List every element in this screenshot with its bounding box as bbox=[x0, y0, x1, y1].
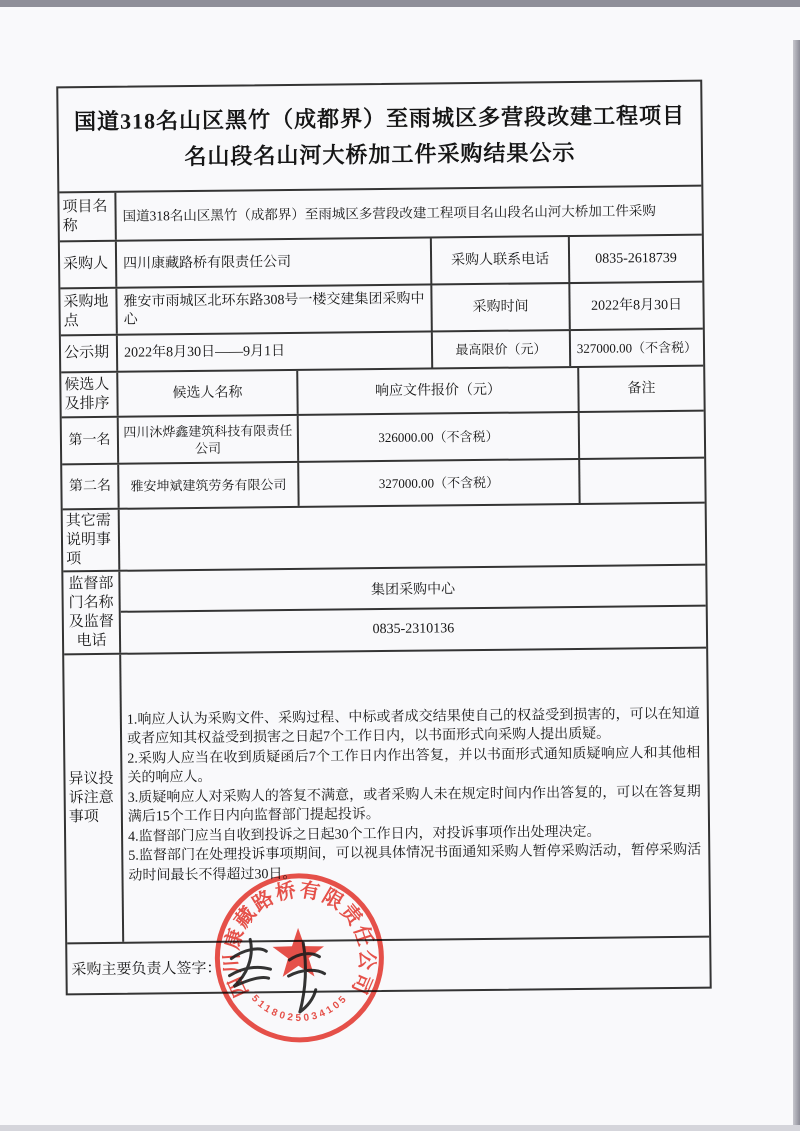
publicity-period-value: 2022年8月30日——9月1日 bbox=[118, 332, 433, 370]
title-row bbox=[58, 82, 701, 194]
candidate-rank: 第二名 bbox=[62, 465, 119, 509]
scan-edge-top bbox=[0, 0, 800, 7]
scan-edge-bottom bbox=[0, 1125, 800, 1131]
supervision-row bbox=[63, 566, 706, 656]
candidate-price: 327000.00（不含税） bbox=[299, 460, 580, 506]
candidates-header-row bbox=[61, 367, 703, 419]
objection-content bbox=[121, 649, 709, 942]
candidate-row-2 bbox=[62, 459, 704, 511]
document-area bbox=[56, 80, 712, 1025]
candidates-remark-header: 备注 bbox=[627, 380, 656, 396]
location-row bbox=[60, 283, 702, 337]
purchase-time-label: 采购时间 bbox=[432, 284, 570, 330]
objection-item: 4.监督部门应当自收到投诉之日起30个工作日内，对投诉事项作出处理决定。 bbox=[128, 824, 601, 845]
signature-label: 采购主要负责人签字： bbox=[71, 960, 222, 979]
page-title bbox=[58, 82, 701, 192]
project-name-row bbox=[59, 187, 701, 243]
location-label: 采购地点 bbox=[60, 289, 117, 335]
seal-company-text: 四川康藏路桥有限责任公司 bbox=[220, 879, 378, 1001]
seal-number-text: 5118025034105 bbox=[248, 992, 351, 1025]
page-title-line1: 国道318名山区黑竹（成都界）至雨城区多营段改建工程项目 bbox=[73, 102, 686, 134]
candidate-price: 326000.00（不含税） bbox=[299, 413, 580, 461]
candidates-rank-header: 候选人及排序 bbox=[61, 373, 118, 417]
candidate-name: 四川沐烨鑫建筑科技有限责任公司 bbox=[119, 416, 299, 463]
handwritten-signature bbox=[223, 929, 369, 1023]
other-notes-value bbox=[120, 504, 706, 570]
candidates-price-header: 响应文件报价（元） bbox=[298, 368, 579, 414]
objection-item: 1.响应人认为采购文件、采购过程、中标或者成交结果使自己的权益受到损害的，可以在知道或者应知其权益受到损害之日起7个工作日内，以书面形式向采购人提出质疑。 bbox=[126, 706, 700, 747]
purchase-time-value: 2022年8月30日 bbox=[590, 297, 683, 314]
other-notes-row bbox=[63, 504, 706, 573]
candidate-remark bbox=[580, 412, 704, 458]
objection-item: 3.质疑响应人对采购人的答复不满意，或者采购人未在规定时间内作出答复的，可以在答复期满后15个工作日内向监督部门提起投诉。 bbox=[127, 784, 701, 825]
page-title-line2: 名山段名山河大桥加工件采购结果公示 bbox=[184, 139, 576, 169]
supervision-phone: 0835-2310136 bbox=[372, 621, 455, 638]
max-price-value: 327000.00（不含税） bbox=[576, 339, 698, 356]
candidate-remark bbox=[580, 459, 704, 503]
objection-label: 异议投诉注意事项 bbox=[64, 655, 124, 943]
scan-edge-right bbox=[793, 40, 800, 1125]
location-value: 雅安市雨城区北环东路308号一楼交建集团采购中心 bbox=[117, 285, 432, 333]
publicity-period-label: 公示期 bbox=[61, 336, 118, 372]
supervision-label: 监督部门名称及监督电话 bbox=[63, 572, 121, 654]
purchaser-value: 四川康藏路桥有限责任公司 bbox=[117, 238, 432, 286]
candidates-name-header: 候选人名称 bbox=[118, 371, 298, 416]
purchaser-phone-label: 采购人联系电话 bbox=[432, 237, 570, 283]
supervision-department: 集团采购中心 bbox=[120, 566, 705, 613]
max-price-label: 最高限价（元） bbox=[433, 331, 571, 367]
other-notes-label: 其它需说明事项 bbox=[63, 510, 121, 571]
project-name-value: 国道318名山区黑竹（成都界）至雨城区多营段改建工程项目名山段名山河大桥加工件采购 bbox=[122, 202, 656, 224]
announcement-table bbox=[56, 80, 711, 996]
candidate-row-1 bbox=[62, 412, 704, 466]
supervision-content bbox=[120, 566, 706, 653]
purchaser-label: 采购人 bbox=[60, 242, 117, 288]
objection-item: 5.监督部门在处理投诉事项期间，可以视具体情况书面通知采购人暂停采购活动，暂停采购活动时间最长不得超过30日。 bbox=[128, 842, 702, 884]
project-name-label: 项目名称 bbox=[59, 193, 116, 241]
purchaser-row bbox=[60, 236, 702, 290]
objection-item: 2.采购人应当在收到质疑函后7个工作日内作出答复，并以书面形式通知质疑响应人和其他相关的响应人。 bbox=[127, 745, 701, 786]
candidate-rank: 第一名 bbox=[62, 418, 119, 464]
purchaser-phone-value: 0835-2618739 bbox=[595, 250, 677, 267]
candidate-name: 雅安坤斌建筑劳务有限公司 bbox=[119, 463, 299, 508]
